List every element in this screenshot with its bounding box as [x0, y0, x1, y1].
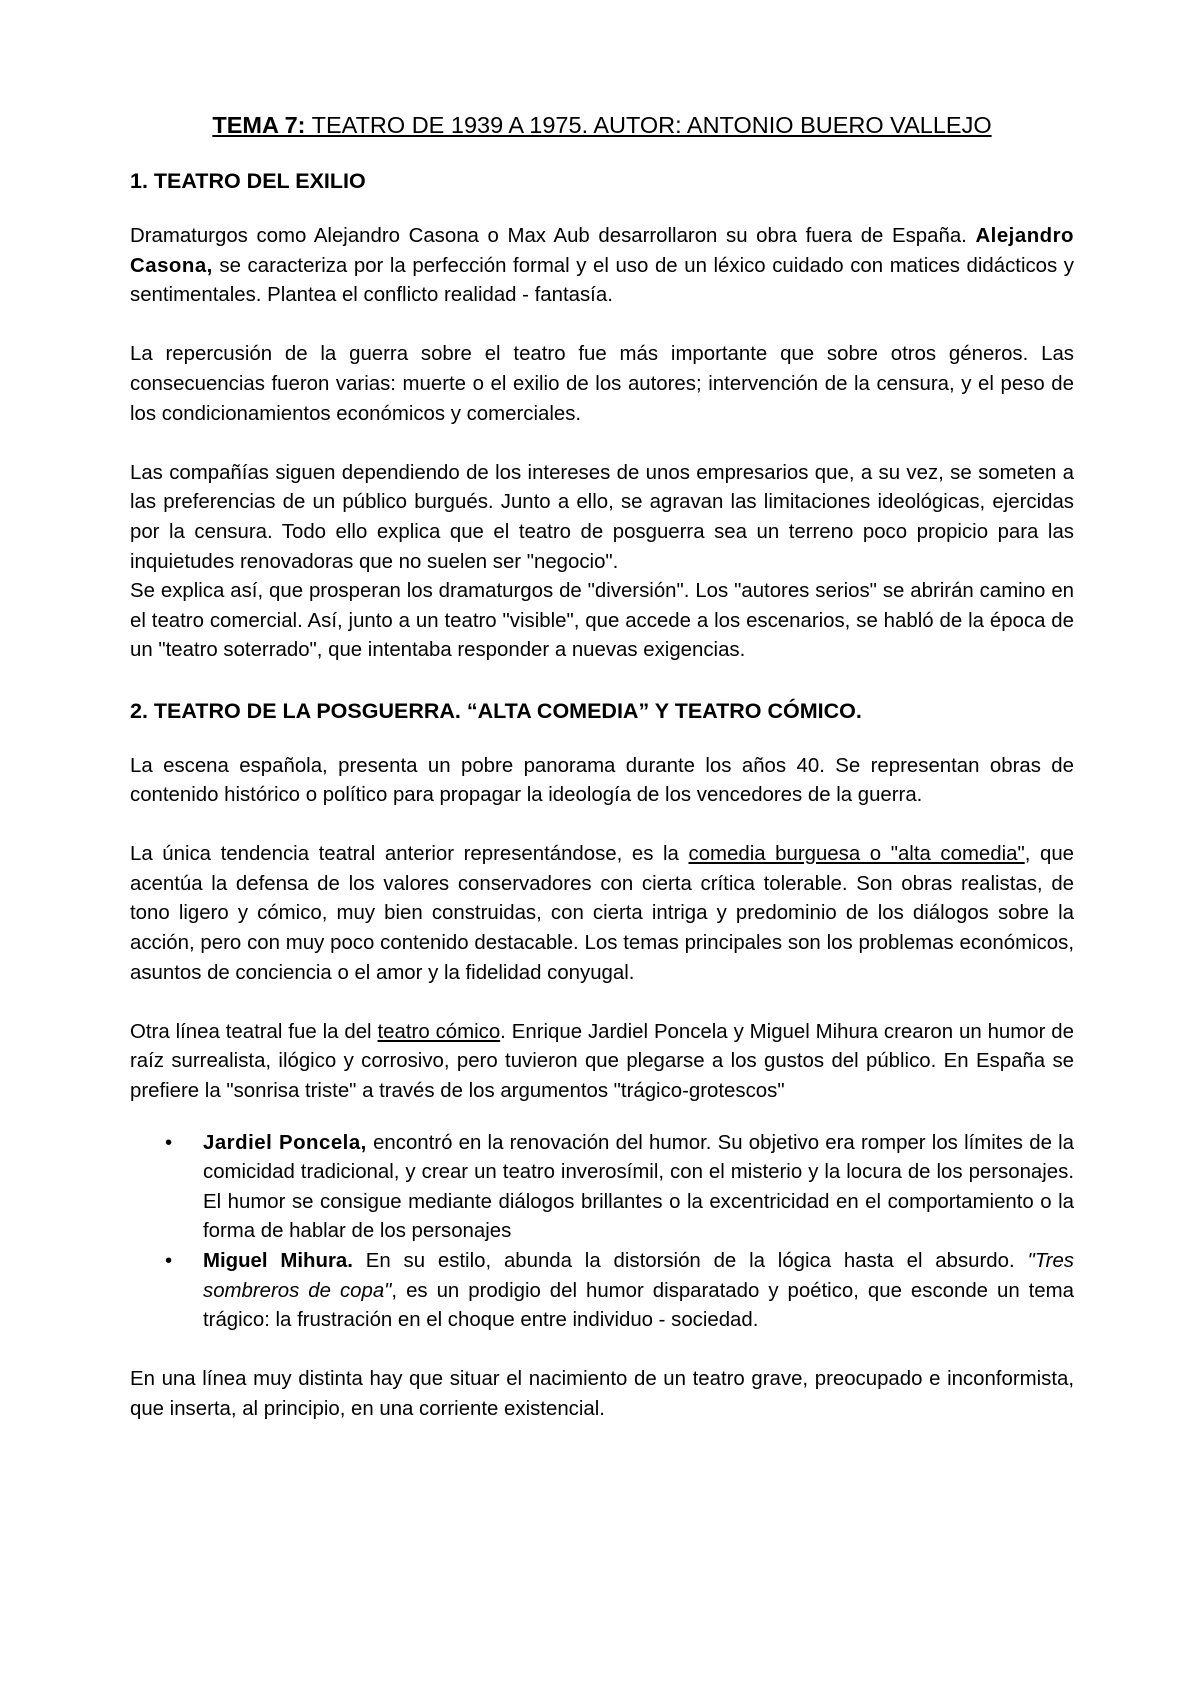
underlined-term-alta-comedia: comedia burguesa o "alta comedia" — [688, 843, 1025, 866]
section-1-paragraph-4: Se explica así, que prosperan los dramaturgos de "diversión". Los "autores serios" se abrirán camino en el teatro comercial. Así, junto a un teatro "visible", que accede a los escenarios, se habló de la época de un "teatro soterrado", que intentaba responder a nuevas exigencias. — [130, 580, 1074, 662]
section-1-paragraph-1 — [130, 222, 1074, 311]
bullet-icon: • — [165, 1250, 173, 1272]
bold-name-jardiel: Jardiel Poncela, — [203, 1131, 367, 1154]
bullet-text: En su estilo, abunda la distorsión de la lógica hasta el absurdo. — [352, 1250, 1028, 1272]
bullet-item-jardiel — [165, 1129, 1074, 1247]
paragraph-text: . Enrique Jardiel Poncela y Miguel Mihura crearon un humor de raíz surrealista, ilógico y corrosivo, pero tuvieron que plegarse a los gustos del público. En España se prefiere la "sonrisa triste" a través de los argumentos "trágico-grotescos" — [130, 1020, 1074, 1103]
authors-bullet-list — [130, 1129, 1074, 1336]
section-1-heading: 1. TEATRO DEL EXILIO — [130, 169, 366, 193]
bold-name-mihura: Miguel Mihura. — [203, 1250, 353, 1272]
section-2-paragraph-2 — [130, 840, 1074, 988]
underlined-term-teatro-comico: teatro cómico — [377, 1020, 501, 1043]
bold-name-casona: Alejandro Casona, — [130, 225, 1074, 277]
paragraph-text: se caracteriza por la perfección formal y el uso de un léxico cuidado con matices didácticos y sentimentales. Plantea el conflicto realidad - fantasía. — [130, 254, 1074, 307]
paragraph-text: Dramaturgos como Alejandro Casona o Max Aub desarrollaron su obra fuera de España. — [130, 225, 976, 247]
bullet-icon: • — [165, 1131, 173, 1154]
section-1-paragraph-3: Las compañías siguen dependiendo de los intereses de unos empresarios que, a su vez, se someten a las preferencias de un público burgués. Junto a ello, se agravan las limitaciones ideológicas, ejercidas por la censura. Todo ello explica que el teatro de posguerra sea un terreno poco propicio para las inquietudes renovadoras que no suelen ser "negocio". — [130, 461, 1074, 573]
bullet-text: encontró en la renovación del humor. Su objetivo era romper los límites de la comicidad tradicional, y crear un teatro inverosímil, con el misterio y la locura de los personajes. El humor se consigue mediante diálogos brillantes o la excentricidad en el comportamiento o la forma de hablar de los personajes — [203, 1131, 1074, 1243]
italic-work-title: "Tres sombreros de copa" — [203, 1250, 1074, 1302]
section-1-paragraph-2: La repercusión de la guerra sobre el teatro fue más importante que sobre otros géneros. Las consecuencias fueron varias: muerte o el exilio de los autores; intervención de la censura, y el peso de los condicionamientos económicos y comerciales. — [130, 343, 1074, 425]
document-page — [130, 110, 1074, 1454]
title-label: TEMA 7: — [212, 112, 306, 138]
section-2-paragraph-3 — [130, 1018, 1074, 1107]
section-2-paragraph-4: En una línea muy distinta hay que situar el nacimiento de un teatro grave, preocupado e inconformista, que inserta, al principio, en una corriente existencial. — [130, 1368, 1074, 1420]
paragraph-text: La única tendencia teatral anterior representándose, es la — [130, 843, 689, 866]
section-2-heading: 2. TEATRO DE LA POSGUERRA. “ALTA COMEDIA” Y TEATRO CÓMICO. — [130, 698, 862, 723]
bullet-text: , es un prodigio del humor disparatado y poético, que esconde un tema trágico: la frustración en el choque entre individuo - sociedad. — [203, 1279, 1074, 1332]
title-text: TEATRO DE 1939 A 1975. AUTOR: ANTONIO BUERO VALLEJO — [305, 112, 992, 138]
paragraph-text: , que acentúa la defensa de los valores conservadores con cierta crítica tolerable. Son obras realistas, de tono ligero y cómico, muy bien construidas, con cierta intriga y predominio de los diálogos sobre la acción, pero con muy poco contenido destacable. Los temas principales son los problemas económicos, asuntos de conciencia o el amor y la fidelidad conyugal. — [130, 843, 1074, 984]
bullet-item-mihura — [165, 1247, 1074, 1336]
paragraph-text: Otra línea teatral fue la del — [130, 1020, 378, 1043]
document-title — [130, 110, 1074, 140]
section-2-paragraph-1: La escena española, presenta un pobre panorama durante los años 40. Se representan obras de contenido histórico o político para propagar la ideología de los vencedores de la guerra. — [130, 754, 1074, 807]
